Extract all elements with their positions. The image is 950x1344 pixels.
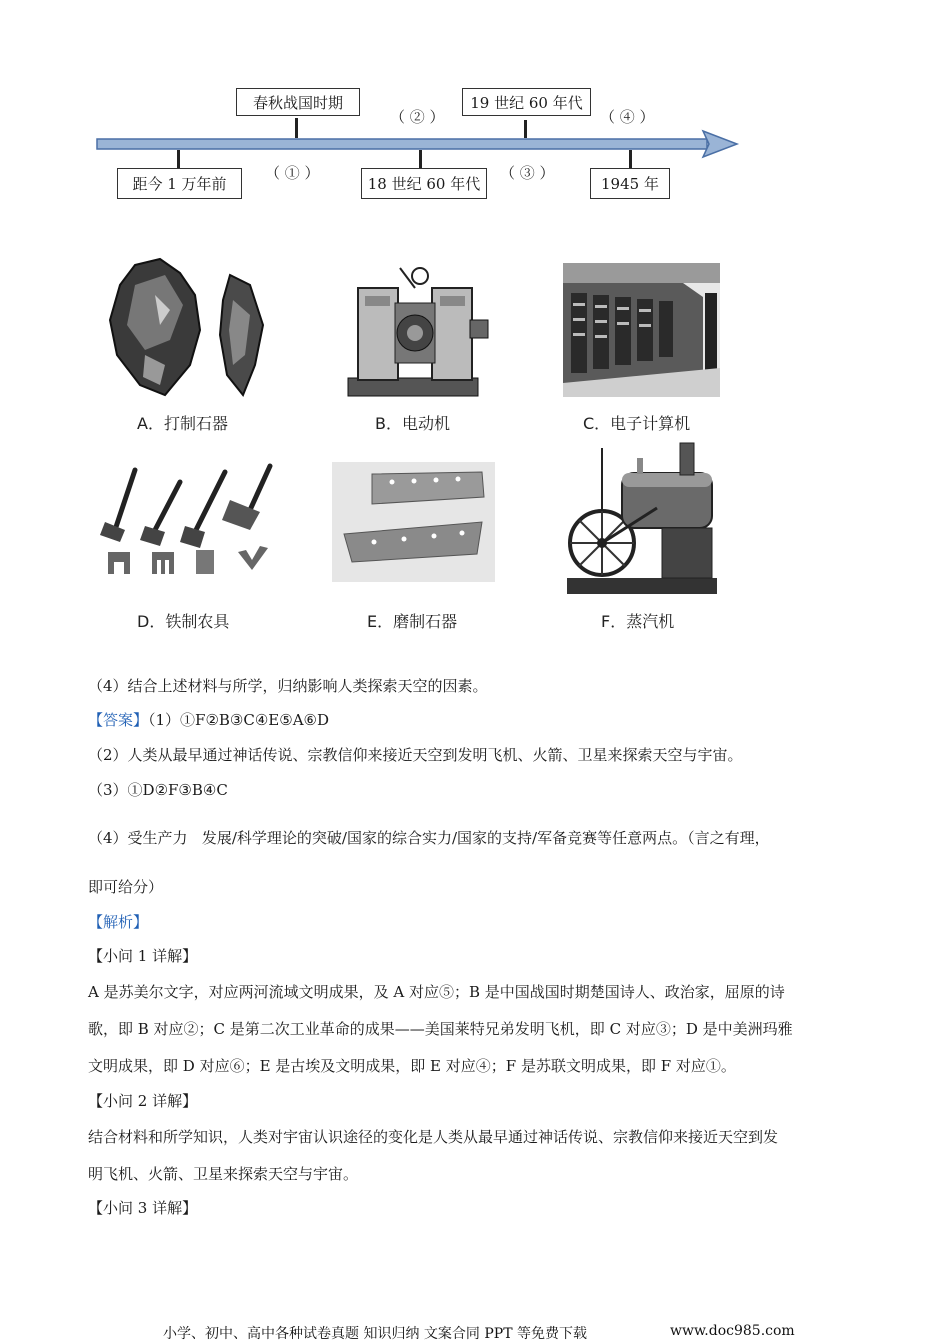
question-4: （4）结合上述材料与所学，归纳影响人类探索天空的因素。 bbox=[88, 677, 488, 695]
timeline-box-10000: 距今 1 万年前 bbox=[117, 168, 242, 199]
tick-chunqiu bbox=[295, 118, 298, 138]
answer-label: 【答案】 bbox=[88, 711, 149, 729]
answer-line-1 bbox=[88, 709, 329, 730]
answer-4-line-2: 即可给分） bbox=[88, 878, 164, 896]
tick-10000 bbox=[177, 150, 180, 170]
timeline bbox=[0, 0, 950, 210]
caption-a: A．打制石器 bbox=[137, 414, 228, 433]
timeline-slot-4: （ ④ ） bbox=[600, 108, 655, 126]
timeline-box-chunqiu: 春秋战国时期 bbox=[236, 88, 360, 116]
electric-motor-icon bbox=[340, 258, 492, 403]
tick-1945 bbox=[629, 150, 632, 170]
detail-1-title: 【小问 1 详解】 bbox=[88, 947, 198, 965]
timeline-box-19c: 19 世纪 60 年代 bbox=[462, 88, 591, 116]
timeline-slot-2: （ ② ） bbox=[390, 108, 445, 126]
caption-d: D．铁制农具 bbox=[137, 612, 230, 631]
footer-text: 小学、初中、高中各种试卷真题 知识归纳 文案合同 PPT 等免费下载 bbox=[163, 1326, 587, 1342]
timeline-slot-3: （ ③ ） bbox=[500, 164, 555, 182]
tick-18c bbox=[419, 150, 422, 170]
caption-b: B．电动机 bbox=[375, 414, 450, 433]
caption-c: C．电子计算机 bbox=[583, 414, 691, 433]
answer-1: （1）①F②B③C④E⑤A⑥D bbox=[148, 711, 330, 729]
detail-3-title: 【小问 3 详解】 bbox=[88, 1199, 198, 1217]
caption-f: F．蒸汽机 bbox=[601, 612, 675, 631]
detail-1-line-2: 歌，即 B 对应②；C 是第二次工业革命的成果——美国莱特兄弟发明飞机，即 C 对应③；D 是中美洲玛雅 bbox=[88, 1020, 793, 1038]
answer-3: （3）①D②F③B④C bbox=[88, 781, 228, 799]
detail-2-line-2: 明飞机、火箭、卫星来探索天空与宇宙。 bbox=[88, 1165, 359, 1183]
stone-tool-icon bbox=[105, 255, 275, 405]
image-f bbox=[562, 438, 722, 603]
image-e bbox=[332, 462, 495, 582]
polished-stone-icon bbox=[332, 462, 495, 582]
timeline-arrow bbox=[95, 128, 740, 162]
analysis-label: 【解析】 bbox=[88, 913, 149, 931]
iron-tools-icon bbox=[100, 460, 278, 580]
detail-2-title: 【小问 2 详解】 bbox=[88, 1092, 198, 1110]
answer-4-line-1: （4）受生产力 发展/科学理论的突破/国家的综合实力/国家的支持/军备竞赛等任意两点。（言之有理， bbox=[88, 829, 770, 847]
timeline-box-18c: 18 世纪 60 年代 bbox=[361, 168, 487, 199]
caption-e: E．磨制石器 bbox=[367, 612, 458, 631]
timeline-slot-1: （ ① ） bbox=[265, 164, 320, 182]
image-a bbox=[105, 255, 275, 405]
steam-engine-icon bbox=[562, 438, 722, 603]
footer-url[interactable]: www.doc985.com bbox=[670, 1323, 795, 1339]
image-c bbox=[563, 263, 720, 397]
timeline-box-1945: 1945 年 bbox=[590, 168, 670, 199]
answer-2: （2）人类从最早通过神话传说、宗教信仰来接近天空到发明飞机、火箭、卫星来探索天空与宇宙。 bbox=[88, 746, 743, 764]
image-b bbox=[340, 258, 492, 403]
computer-icon bbox=[563, 263, 720, 397]
detail-1-line-1: A 是苏美尔文字，对应两河流域文明成果，及 A 对应⑤；B 是中国战国时期楚国诗人、政治家，屈原的诗 bbox=[88, 983, 785, 1001]
tick-19c bbox=[524, 120, 527, 138]
detail-1-line-3: 文明成果，即 D 对应⑥；E 是古埃及文明成果，即 E 对应④；F 是苏联文明成果，即 F 对应①。 bbox=[88, 1057, 736, 1075]
detail-2-line-1: 结合材料和所学知识，人类对宇宙认识途径的变化是人类从最早通过神话传说、宗教信仰来接近天空到发 bbox=[88, 1128, 779, 1146]
image-d bbox=[100, 460, 278, 580]
